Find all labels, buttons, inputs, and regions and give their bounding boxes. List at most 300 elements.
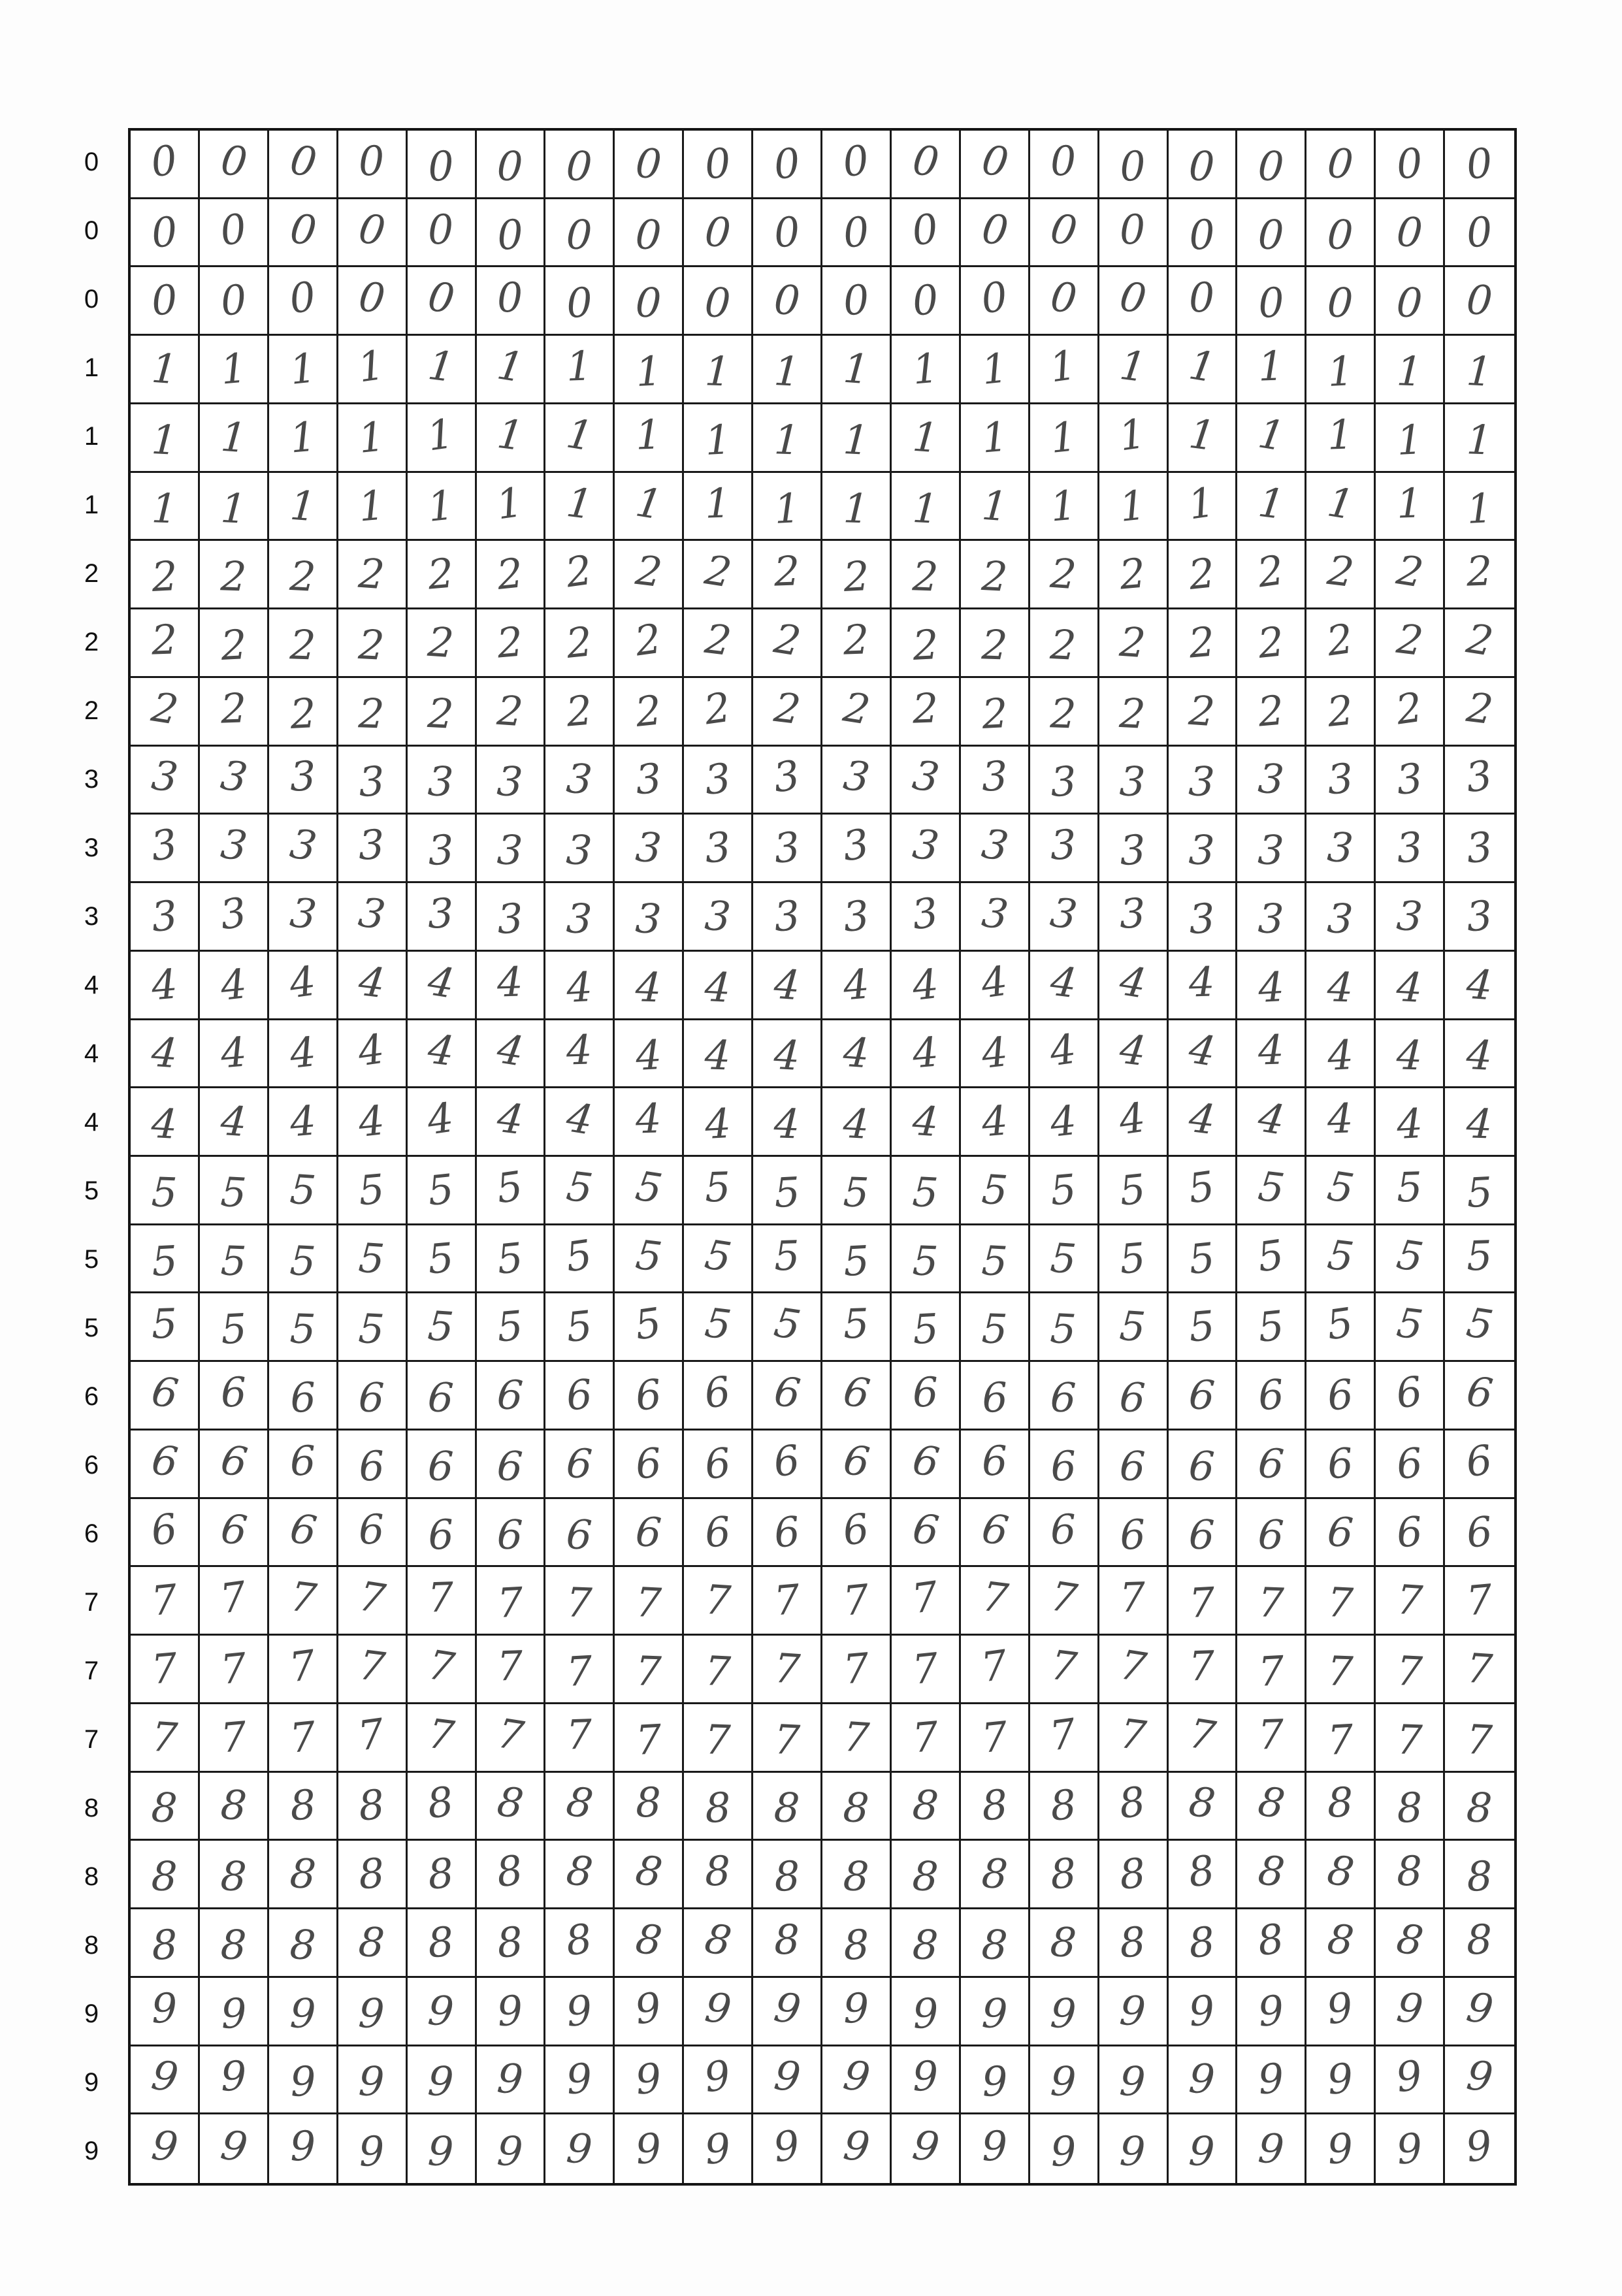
digit-cell <box>684 473 753 542</box>
handwritten-digit: 8 <box>562 1914 595 1965</box>
digit-cell <box>338 1567 408 1636</box>
digit-cell <box>961 1020 1030 1089</box>
digit-cell <box>615 1499 684 1568</box>
digit-cell <box>1099 1636 1169 1704</box>
digit-cell <box>477 1636 546 1704</box>
digit-cell <box>822 1020 892 1089</box>
digit-cell <box>338 678 408 747</box>
digit-cell <box>822 1362 892 1431</box>
handwritten-digit: 3 <box>840 891 871 941</box>
digit-cell <box>615 1088 684 1157</box>
digit-cell <box>615 1362 684 1431</box>
handwritten-digit: 0 <box>1118 141 1147 191</box>
handwritten-digit: 8 <box>632 1845 666 1897</box>
digit-cell <box>338 1909 408 1978</box>
handwritten-digit: 9 <box>496 2126 525 2176</box>
handwritten-digit: 6 <box>840 1435 873 1486</box>
digit-cell <box>753 199 822 268</box>
handwritten-digit: 6 <box>427 1373 455 1423</box>
digit-cell <box>1030 267 1099 336</box>
handwritten-digit: 6 <box>911 1368 939 1417</box>
digit-cell <box>408 1088 477 1157</box>
handwritten-digit: 3 <box>148 891 180 941</box>
handwritten-digit: 9 <box>911 2052 939 2101</box>
digit-cell <box>477 815 546 883</box>
handwritten-digit: 7 <box>772 1715 801 1764</box>
digit-cell <box>961 1157 1030 1225</box>
digit-cell <box>200 747 269 815</box>
handwritten-digit: 6 <box>634 1507 664 1557</box>
digit-cell <box>1237 1293 1306 1362</box>
digit-cell <box>1099 678 1169 747</box>
digit-cell <box>892 747 961 815</box>
digit-cell <box>1030 131 1099 199</box>
handwritten-digit: 7 <box>1465 1575 1495 1625</box>
handwritten-digit: 9 <box>980 2057 1009 2107</box>
handwritten-digit: 6 <box>702 1438 734 1489</box>
handwritten-digit: 8 <box>980 1920 1009 1969</box>
handwritten-digit: 6 <box>496 1441 525 1491</box>
digit-cell <box>1030 1636 1099 1704</box>
row-label: 7 <box>84 1657 99 1685</box>
digit-cell <box>200 404 269 473</box>
digit-cell <box>615 609 684 678</box>
row-label: 3 <box>84 765 99 794</box>
handwritten-digit: 9 <box>632 1982 664 2034</box>
handwritten-digit: 7 <box>1326 1715 1355 1764</box>
digit-cell <box>1445 1978 1514 2046</box>
digit-cell <box>477 678 546 747</box>
handwritten-digit: 3 <box>1325 754 1355 805</box>
digit-cell <box>1169 815 1238 883</box>
digit-cell <box>753 541 822 609</box>
row-label: 1 <box>84 491 99 519</box>
handwritten-digit: 9 <box>495 1986 525 2036</box>
digit-cell <box>1376 1293 1445 1362</box>
handwritten-digit: 8 <box>633 1914 665 1965</box>
digit-cell <box>615 336 684 404</box>
digit-cell <box>1099 1909 1169 1978</box>
handwritten-digit: 0 <box>1049 137 1077 186</box>
digit-cell <box>961 541 1030 609</box>
digit-cell <box>684 1362 753 1431</box>
digit-cell <box>753 1773 822 1841</box>
handwritten-digit: 8 <box>1256 1846 1288 1897</box>
handwritten-digit: 7 <box>1188 1578 1216 1628</box>
handwritten-digit: 4 <box>772 960 802 1009</box>
handwritten-digit: 8 <box>1117 1849 1148 1900</box>
handwritten-digit: 5 <box>773 1231 801 1280</box>
digit-cell <box>753 267 822 336</box>
digit-cell <box>131 1020 200 1089</box>
handwritten-digit: 4 <box>1046 1025 1080 1076</box>
handwritten-digit: 3 <box>1325 894 1355 943</box>
handwritten-digit: 8 <box>911 1781 940 1830</box>
digit-cell <box>408 609 477 678</box>
digit-cell <box>1306 1020 1376 1089</box>
digit-cell <box>892 1567 961 1636</box>
handwritten-digit: 4 <box>1048 956 1080 1007</box>
handwritten-digit: 6 <box>1118 1373 1147 1423</box>
digit-cell <box>477 609 546 678</box>
handwritten-digit: 9 <box>1187 2054 1217 2104</box>
digit-cell <box>338 1088 408 1157</box>
handwritten-digit: 5 <box>495 1233 526 1284</box>
handwritten-digit: 7 <box>356 1640 388 1692</box>
handwritten-digit: 4 <box>425 1025 457 1076</box>
handwritten-digit: 1 <box>704 347 732 396</box>
handwritten-digit: 7 <box>979 1711 1010 1762</box>
handwritten-digit: 1 <box>1395 347 1423 396</box>
digit-cell <box>408 678 477 747</box>
handwritten-digit: 9 <box>1118 2126 1146 2176</box>
digit-cell <box>338 1499 408 1568</box>
digit-cell <box>338 131 408 199</box>
digit-cell <box>200 1499 269 1568</box>
digit-cell <box>1030 1499 1099 1568</box>
digit-cell <box>892 1841 961 1909</box>
handwritten-digit: 0 <box>1116 272 1150 324</box>
digit-cell <box>684 199 753 268</box>
handwritten-digit: 8 <box>1326 1778 1354 1828</box>
digit-cell <box>1030 1225 1099 1294</box>
digit-cell <box>1237 1909 1306 1978</box>
digit-cell <box>408 1293 477 1362</box>
digit-cell <box>684 1225 753 1294</box>
handwritten-digit: 7 <box>910 1712 941 1762</box>
digit-cell <box>1099 747 1169 815</box>
digit-cell <box>684 1499 753 1568</box>
digit-cell <box>1169 678 1238 747</box>
handwritten-digit: 5 <box>425 1164 457 1215</box>
handwritten-digit: 4 <box>495 1093 527 1144</box>
handwritten-digit: 3 <box>1188 757 1216 807</box>
handwritten-digit: 2 <box>980 552 1009 602</box>
digit-cell <box>615 473 684 542</box>
handwritten-digit: 7 <box>772 1643 802 1694</box>
handwritten-digit: 5 <box>1463 1298 1497 1350</box>
handwritten-digit: 2 <box>1254 545 1287 597</box>
handwritten-digit: 9 <box>633 2054 664 2105</box>
handwritten-digit: 5 <box>1254 1230 1287 1282</box>
digit-cell <box>822 2046 892 2115</box>
handwritten-digit: 2 <box>1325 546 1357 597</box>
digit-cell <box>545 131 615 199</box>
digit-cell <box>892 131 961 199</box>
handwritten-digit: 0 <box>1326 278 1354 327</box>
digit-cell <box>1099 2046 1169 2115</box>
digit-cell <box>1237 1704 1306 1773</box>
digit-cell <box>1237 1157 1306 1225</box>
handwritten-digit: 3 <box>771 891 802 941</box>
handwritten-digit: 6 <box>1463 1435 1496 1487</box>
digit-cell <box>822 1636 892 1704</box>
digit-cell <box>338 1020 408 1089</box>
handwritten-digit: 1 <box>979 412 1010 462</box>
digit-cell <box>545 336 615 404</box>
handwritten-digit: 3 <box>1118 757 1146 807</box>
digit-cell <box>961 747 1030 815</box>
handwritten-digit: 8 <box>702 1914 735 1965</box>
digit-cell <box>1376 1978 1445 2046</box>
digit-cell <box>131 473 200 542</box>
handwritten-digit: 0 <box>287 204 319 255</box>
handwritten-digit: 1 <box>1395 415 1424 464</box>
digit-cell <box>269 473 338 542</box>
handwritten-digit: 7 <box>634 1715 663 1764</box>
handwritten-digit: 5 <box>632 1298 664 1350</box>
handwritten-digit: 5 <box>150 1236 179 1285</box>
handwritten-digit: 4 <box>1186 1024 1219 1076</box>
row-label: 1 <box>84 422 99 451</box>
digit-cell <box>131 1978 200 2046</box>
digit-cell <box>1169 1773 1238 1841</box>
digit-cell <box>892 1088 961 1157</box>
handwritten-digit: 3 <box>633 754 664 805</box>
digit-cell <box>1237 404 1306 473</box>
digit-cell <box>1306 131 1376 199</box>
handwritten-digit: 7 <box>286 1640 319 1692</box>
handwritten-digit: 6 <box>1049 1504 1077 1554</box>
handwritten-digit: 5 <box>1185 1161 1218 1213</box>
handwritten-digit: 5 <box>702 1229 735 1282</box>
handwritten-digit: 8 <box>1465 1783 1493 1833</box>
handwritten-digit: 5 <box>1117 1164 1148 1215</box>
handwritten-digit: 2 <box>1323 614 1356 666</box>
digit-cell <box>200 952 269 1020</box>
handwritten-digit: 7 <box>841 1643 871 1694</box>
digit-cell <box>822 1567 892 1636</box>
handwritten-digit: 8 <box>564 1846 596 1897</box>
handwritten-digit: 0 <box>771 138 802 189</box>
handwritten-digit: 8 <box>357 1917 387 1967</box>
handwritten-digit: 0 <box>565 278 594 328</box>
digit-cell <box>753 952 822 1020</box>
handwritten-digit: 3 <box>427 826 455 875</box>
digit-cell <box>200 1088 269 1157</box>
handwritten-digit: 1 <box>1186 409 1218 460</box>
digit-cell <box>684 609 753 678</box>
handwritten-digit: 9 <box>358 2057 385 2107</box>
digit-cell <box>200 1909 269 1978</box>
digit-cell <box>477 1909 546 1978</box>
digit-cell <box>1237 1499 1306 1568</box>
handwritten-digit: 5 <box>357 1233 387 1283</box>
handwritten-digit: 1 <box>1185 477 1218 528</box>
digit-cell <box>753 678 822 747</box>
handwritten-digit: 8 <box>634 1778 662 1828</box>
handwritten-digit: 2 <box>1465 547 1493 596</box>
digit-cell <box>753 1909 822 1978</box>
digit-cell <box>1237 1088 1306 1157</box>
handwritten-digit: 8 <box>773 1915 801 1964</box>
handwritten-digit: 9 <box>633 2124 664 2174</box>
digit-cell <box>338 1841 408 1909</box>
handwritten-digit: 0 <box>1257 141 1286 191</box>
digit-cell <box>200 1704 269 1773</box>
digit-cell <box>1099 609 1169 678</box>
row-label: 4 <box>84 971 99 999</box>
handwritten-digit: 0 <box>149 275 180 325</box>
handwritten-digit: 7 <box>494 1709 527 1760</box>
handwritten-digit: 4 <box>494 1024 527 1076</box>
digit-cell <box>1099 1020 1169 1089</box>
digit-cell <box>477 267 546 336</box>
digit-cell <box>338 883 408 952</box>
handwritten-digit: 1 <box>150 415 178 464</box>
handwritten-digit: 0 <box>496 142 524 191</box>
digit-cell <box>200 267 269 336</box>
handwritten-digit: 7 <box>1465 1643 1495 1694</box>
handwritten-digit: 4 <box>356 1096 387 1146</box>
digit-cell <box>684 404 753 473</box>
digit-cell <box>822 267 892 336</box>
handwritten-digit: 8 <box>979 1780 1010 1831</box>
digit-cell <box>1376 883 1445 952</box>
digit-cell <box>131 1704 200 1773</box>
digit-cell <box>1030 815 1099 883</box>
handwritten-digit: 5 <box>1118 1302 1148 1351</box>
digit-cell <box>892 1020 961 1089</box>
handwritten-digit: 6 <box>358 1373 385 1422</box>
digit-cell <box>822 952 892 1020</box>
handwritten-digit: 2 <box>981 621 1009 670</box>
digit-cell <box>822 1293 892 1362</box>
handwritten-digit: 5 <box>911 1304 940 1354</box>
handwritten-digit: 4 <box>979 1027 1010 1078</box>
handwritten-digit: 8 <box>357 1849 387 1899</box>
digit-cell <box>477 2114 546 2183</box>
digit-cell <box>1237 336 1306 404</box>
digit-cell <box>615 1225 684 1294</box>
handwritten-digit: 2 <box>357 549 387 599</box>
digit-cell <box>753 883 822 952</box>
handwritten-digit: 6 <box>564 1438 594 1489</box>
digit-cell <box>1445 2114 1514 2183</box>
handwritten-digit: 6 <box>909 1435 943 1487</box>
handwritten-digit: 7 <box>1395 1646 1424 1696</box>
digit-cell <box>477 1157 546 1225</box>
digit-cell <box>961 131 1030 199</box>
digit-cell <box>269 747 338 815</box>
handwritten-digit: 3 <box>1394 754 1425 805</box>
handwritten-digit: 6 <box>1049 1441 1078 1491</box>
digit-cell <box>1237 1567 1306 1636</box>
handwritten-digit: 0 <box>355 203 389 255</box>
handwritten-digit: 5 <box>1325 1230 1357 1281</box>
digit-cell <box>408 1157 477 1225</box>
handwritten-digit: 7 <box>149 1643 180 1694</box>
digit-cell <box>200 1157 269 1225</box>
digit-cell <box>615 1636 684 1704</box>
handwritten-digit: 4 <box>909 959 941 1010</box>
digit-cell <box>200 1567 269 1636</box>
digit-cell <box>477 2046 546 2115</box>
handwritten-digit: 2 <box>771 614 804 666</box>
handwritten-digit: 9 <box>911 1988 940 2038</box>
digit-cell <box>1306 1499 1376 1568</box>
row-label: 5 <box>84 1314 99 1342</box>
handwritten-digit: 4 <box>634 1094 662 1143</box>
handwritten-digit: 0 <box>427 141 455 191</box>
handwritten-digit: 1 <box>773 415 801 464</box>
handwritten-digit: 7 <box>148 1575 180 1626</box>
handwritten-digit: 0 <box>565 141 594 191</box>
handwritten-digit: 1 <box>1117 340 1149 392</box>
handwritten-digit: 1 <box>1046 340 1080 392</box>
handwritten-digit: 4 <box>150 1028 179 1078</box>
digit-cell <box>1376 2114 1445 2183</box>
digit-cell <box>684 1909 753 1978</box>
digit-cell <box>1376 815 1445 883</box>
handwritten-digit: 6 <box>839 1504 872 1555</box>
handwritten-digit: 1 <box>425 340 457 392</box>
digit-cell <box>892 952 961 1020</box>
digit-cell <box>1306 1362 1376 1431</box>
digit-cell <box>1376 131 1445 199</box>
handwritten-digit: 5 <box>1394 1299 1426 1350</box>
row-label-column <box>59 128 124 2186</box>
row-label: 3 <box>84 902 99 931</box>
handwritten-digit: 9 <box>289 2121 317 2171</box>
digit-cell <box>1445 1499 1514 1568</box>
digit-cell <box>1169 883 1238 952</box>
digit-cell <box>338 1293 408 1362</box>
digit-cell <box>822 473 892 542</box>
handwritten-digit: 8 <box>150 1920 179 1969</box>
digit-cell <box>822 678 892 747</box>
digit-cell <box>545 1293 615 1362</box>
digit-cell <box>753 131 822 199</box>
digit-cell <box>338 1773 408 1841</box>
handwritten-digit: 6 <box>217 1435 251 1487</box>
handwritten-digit: 5 <box>980 1236 1009 1285</box>
handwritten-digit: 1 <box>219 483 248 533</box>
digit-cell <box>131 609 200 678</box>
digit-cell <box>1169 1978 1238 2046</box>
digit-cell <box>961 1978 1030 2046</box>
digit-cell <box>1237 2114 1306 2183</box>
digit-cell <box>131 1841 200 1909</box>
digit-cell <box>1306 1636 1376 1704</box>
handwritten-digit: 2 <box>1186 549 1218 600</box>
handwritten-digit: 0 <box>1465 206 1495 257</box>
digit-cell <box>477 1293 546 1362</box>
handwritten-digit: 1 <box>565 342 593 391</box>
digit-cell <box>477 199 546 268</box>
handwritten-digit: 8 <box>1393 1914 1427 1965</box>
handwritten-digit: 9 <box>564 1985 595 2036</box>
digit-cell <box>131 1567 200 1636</box>
handwritten-digit: 7 <box>355 1709 388 1760</box>
digit-cell <box>892 1704 961 1773</box>
digit-cell <box>1445 473 1514 542</box>
handwritten-digit: 3 <box>357 757 386 807</box>
handwritten-digit: 6 <box>980 1373 1009 1423</box>
digit-cell <box>1376 1431 1445 1499</box>
digit-cell <box>200 1841 269 1909</box>
digit-cell <box>753 1157 822 1225</box>
handwritten-digit: 6 <box>1394 1438 1425 1489</box>
handwritten-digit: 6 <box>1257 1510 1286 1559</box>
digit-cell <box>477 1978 546 2046</box>
digit-cell <box>892 2114 961 2183</box>
handwritten-digit: 2 <box>1256 686 1286 736</box>
digit-cell <box>615 1978 684 2046</box>
digit-cell <box>1030 1362 1099 1431</box>
digit-cell <box>615 678 684 747</box>
handwritten-digit: 9 <box>1463 2120 1496 2172</box>
